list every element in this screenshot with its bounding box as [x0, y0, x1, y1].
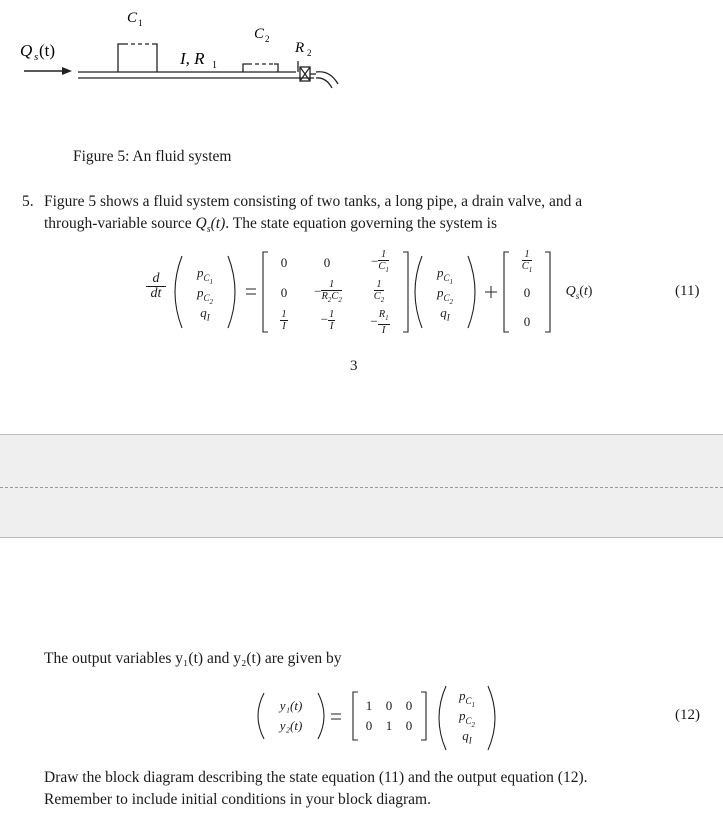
- b-3: 0: [523, 314, 531, 329]
- out-state-pc2: $p_{C_2}$: [458, 708, 475, 729]
- lhs-state-pc2: $p_{C_2}$: [196, 285, 213, 306]
- a-13: − $\frac{1}{C_1}$: [371, 249, 389, 275]
- lhs-state-pc1: $p_{C_1}$: [196, 265, 213, 286]
- c-21: 0: [365, 718, 373, 733]
- problem-line-2: through-variable source $Q_s(t)$. The state equation governing the system is: [44, 215, 498, 236]
- source-label: Q: [20, 41, 33, 60]
- b-1: $\frac{1}{C_1}$: [521, 249, 533, 275]
- rhs-state-qi: $q_I$: [440, 305, 450, 323]
- svg-text:s: s: [34, 51, 39, 63]
- a-21: 0: [280, 285, 288, 300]
- a-11: 0: [280, 255, 288, 270]
- b-2: 0: [523, 285, 531, 300]
- rhs-state-pc2: $p_{C_2}$: [436, 285, 453, 306]
- a-31: $\frac{1}{I}$: [281, 309, 287, 332]
- input-qs: $Q_s(t)$: [565, 284, 593, 301]
- svg-text:2: 2: [265, 34, 270, 44]
- svg-text:2: 2: [307, 48, 312, 58]
- c-12: 0: [385, 698, 393, 713]
- a-22: − $\frac{1}{R_2C_2}$: [314, 279, 342, 305]
- svg-text:(t): (t): [39, 41, 56, 60]
- a-23: $\frac{1}{C_2}$: [373, 279, 385, 305]
- svg-text:1: 1: [138, 18, 143, 28]
- c-11: 1: [365, 698, 373, 713]
- c1-label: C: [127, 10, 138, 26]
- out-state-qi: $q_I$: [462, 728, 472, 746]
- figure-caption: Figure 5: An fluid system: [73, 148, 232, 165]
- output-y1: y₁(t): [279, 698, 303, 713]
- closing-line-1: Draw the block diagram describing the state equation (11) and the output equation (12).: [44, 769, 588, 786]
- pipe-label: I, R: [180, 49, 205, 68]
- out-state-pc1: $p_{C_1}$: [458, 688, 475, 709]
- closing-line-2: Remember to include initial conditions in your block diagram.: [44, 791, 431, 808]
- rhs-state-pc1: $p_{C_1}$: [436, 265, 453, 286]
- eq-number-12: (12): [675, 707, 700, 723]
- c-22: 1: [385, 718, 393, 733]
- output-y2: y₂(t): [279, 718, 303, 733]
- ddt-num: d: [146, 272, 166, 287]
- problem-number: 5.: [22, 193, 34, 210]
- ddt-den: dt: [150, 286, 162, 301]
- c-13: 0: [405, 698, 413, 713]
- eq-number-11: (11): [675, 283, 700, 299]
- problem-line-1: Figure 5 shows a fluid system consisting of two tanks, a long pipe, a drain valve, and a: [44, 193, 583, 210]
- output-intro: The output variables y₁(t) and y₂(t) are given by: [44, 650, 342, 667]
- c-23: 0: [405, 718, 413, 733]
- lhs-state-qi: $q_I$: [200, 305, 210, 323]
- a-32: − $\frac{1}{I}$: [320, 309, 335, 332]
- a-33: − $\frac{R_1}{I}$: [370, 309, 389, 337]
- c2-label: C: [254, 26, 265, 42]
- a-12: 0: [323, 255, 331, 270]
- page-number: 3: [350, 358, 358, 374]
- svg-text:1: 1: [212, 60, 217, 71]
- r2-label: R: [295, 40, 305, 56]
